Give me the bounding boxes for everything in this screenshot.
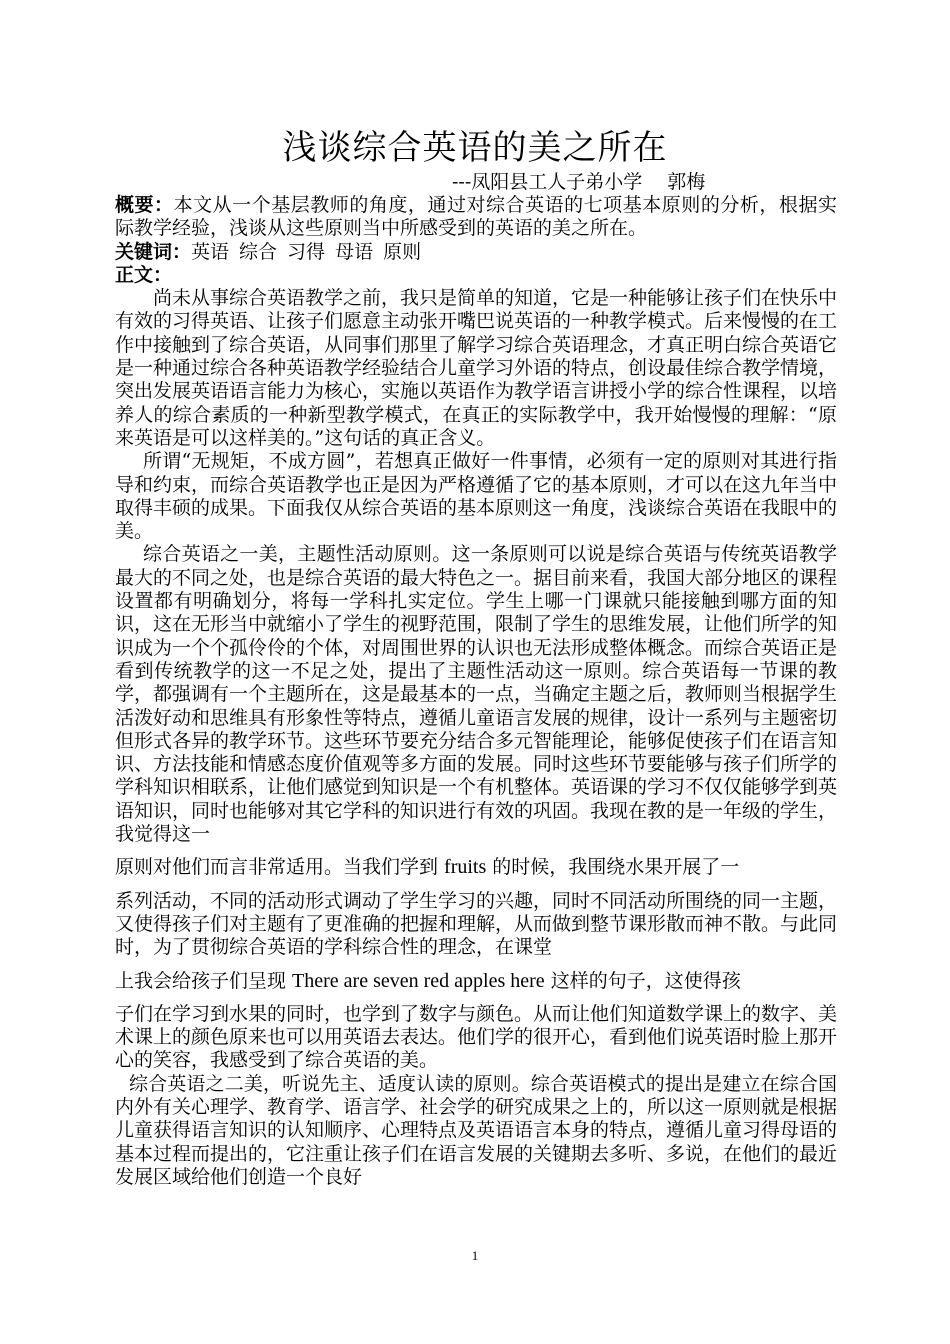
main-text-label <box>115 264 837 287</box>
paragraph-3-cont: 子们在学习到水果的同时，也学到了数字与颜色。从而让他们知道数学课上的数字、美术课上的颜色原来也可以用英语去表达。他们学的很开心，看到他们说英语时脸上那开心的笑容，我感受到了综合英语的美。 <box>115 1002 838 1072</box>
english-sentence: There are seven red apples here <box>292 969 545 992</box>
page-title: 浅谈综合英语的美之所在 <box>282 128 668 168</box>
keywords-label: 关键词： <box>115 240 192 263</box>
paragraph-1: 尚未从事综合英语教学之前，我只是简单的知道，它是一种能够让孩子们在快乐中有效的习得英语、让孩子们愿意主动张开嘴巴说英语的一种教学模式。后来慢慢的在工作中接触到了综合英语，从同事们那里了解学习综合英语理念，才真正明白综合英语它是一种通过综合各种英语教学经验结合儿童学习外语的特点，创设最佳综合教学情境，突出发展英语语言能力为核心，实施以英语作为教学语言讲授小学的综合性课程，以培养人的综合素质的一种新型教学模式，在真正的实际教学中，我开始慢慢的理解：“原来英语是可以这样美的。”这句话的真正含义。 <box>115 287 838 449</box>
abstract <box>115 194 837 241</box>
abstract-label: 概要： <box>115 194 174 216</box>
english-term: fruits <box>444 856 487 879</box>
text-span: 的时候，我围绕水果开展了一 <box>486 856 740 879</box>
paragraph-2: 所谓“无规矩，不成方圆”，若想真正做好一件事情，必须有一定的原则对其进行指导和约束，而综合英语教学也正是因为严格遵循了它的基本原则，才可以在这九年当中取得丰硕的成果。下面我仅从综合英语的基本原则这一角度，浅谈综合英语在我眼中的美。 <box>115 450 838 543</box>
paragraph-3: 综合英语之一美，主题性活动原则。这一条原则可以说是综合英语与传统英语教学最大的不同之处，也是综合英语的最大特色之一。据目前来看，我国大部分地区的课程设置都有明确划分，将每一学科扎实定位。学生上哪一门课就只能接触到哪方面的知识，这在无形当中就缩小了学生的视野范围，限制了学生的思维发展，让他们所学的知识成为一个个孤伶伶的个体，对周围世界的认识也无法形成整体概念。而综合英语正是看到传统教学的这一不足之处，提出了主题性活动这一原则。综合英语每一节课的教学，都强调有一个主题所在，这是最基本的一点，当确定主题之后，教师则当根据学生活泼好动和思维具有形象性等特点，遵循儿童语言发展的规律，设计一系列与主题密切但形式各异的教学环节。这些环节要充分结合多元智能理论，能够促使孩子们在语言知识、方法技能和情感态度价值观等多方面的发展。同时这些环节要能够与孩子们所学的学科知识相联系，让他们感觉到知识是一个有机整体。英语课的学习不仅仅能够学到英语知识，同时也能够对其它学科的知识进行有效的巩固。我现在教的是一年级的学生，我觉得这一 <box>115 543 838 846</box>
keyword: 英语 <box>191 240 230 263</box>
paragraph-4: 综合英语之二美，听说先主、适度认读的原则。综合英语模式的提出是建立在综合国内外有关心理学、教育学、语言学、社会学的研究成果之上的，所以这一原则就是根据儿童获得语言知识的认知顺序、心理特点及英语语言本身的特点，遵循儿童习得母语的基本过程而提出的，它注重让孩子们在语言发展的关键期去多听、多说，在他们的最近发展区域给他们创造一个良好 <box>115 1072 838 1188</box>
text-span: 这样的句子，这使得孩 <box>544 969 741 992</box>
author-line: ---凤阳县工人子弟小学 郭梅 <box>452 171 706 193</box>
document-body <box>115 194 837 1189</box>
abstract-text: 本文从一个基层教师的角度，通过对综合英语的七项基本原则的分析，根据实际教学经验，浅谈从这些原则当中所感受到的英语的美之所在。 <box>115 194 837 240</box>
page-number: 1 <box>471 1248 479 1263</box>
keywords <box>115 241 837 264</box>
paragraph-3-cont <box>115 970 837 993</box>
text-span: 上我会给孩子们呈现 <box>115 969 293 992</box>
keyword: 母语 <box>335 240 374 263</box>
keyword: 习得 <box>287 240 326 263</box>
text-span: 原则对他们而言非常适用。当我们学到 <box>115 856 445 879</box>
keyword: 综合 <box>239 240 278 263</box>
paragraph-3-cont: 系列活动，不同的活动形式调动了学生学习的兴趣，同时不同活动所围绕的同一主题，又使得孩子们对主题有了更准确的把握和理解，从而做到整节课形散而神不散。与此同时，为了贯彻综合英语的学科综合性的理念，在课堂 <box>115 889 838 959</box>
paragraph-3-cont <box>115 856 837 879</box>
keyword: 原则 <box>383 240 422 263</box>
main-label-text: 正文： <box>115 263 173 286</box>
